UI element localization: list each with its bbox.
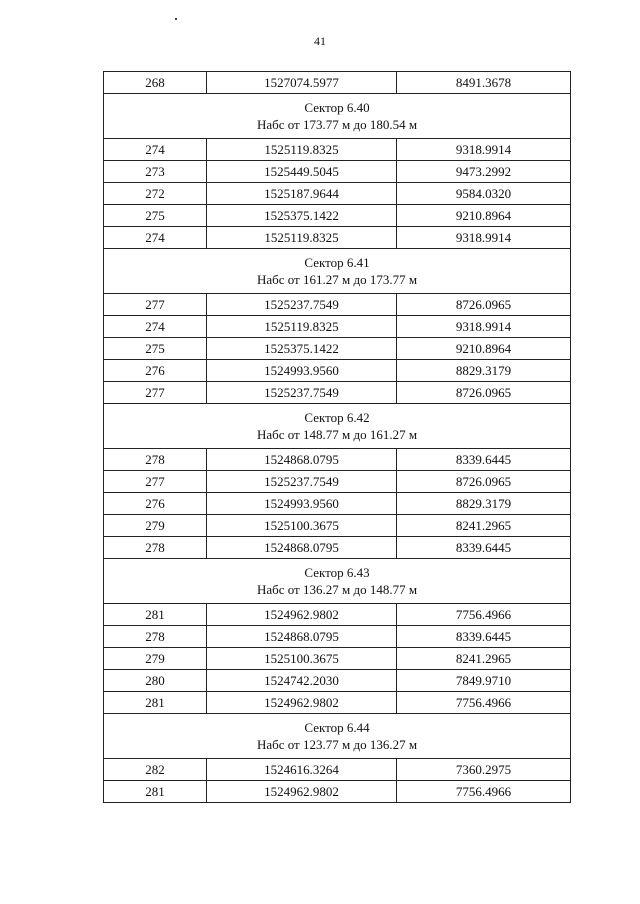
point-number-cell: 274 xyxy=(104,316,207,338)
x-coordinate-cell: 1525119.8325 xyxy=(207,139,397,161)
y-coordinate-cell: 9473.2992 xyxy=(397,161,571,183)
y-coordinate-cell: 8829.3179 xyxy=(397,360,571,382)
table-row xyxy=(104,338,571,360)
sector-title: Сектор 6.43 xyxy=(304,565,370,580)
sector-header-cell xyxy=(104,559,571,604)
sector-height-range: Набс от 136.27 м до 148.77 м xyxy=(256,582,418,597)
point-number-cell: 280 xyxy=(104,670,207,692)
y-coordinate-cell: 8339.6445 xyxy=(397,626,571,648)
point-number-cell: 281 xyxy=(104,781,207,803)
table-row xyxy=(104,294,571,316)
sector-header-row xyxy=(104,559,571,604)
table-row xyxy=(104,759,571,781)
sector-height-range: Набс от 161.27 м до 173.77 м xyxy=(256,272,418,287)
y-coordinate-cell: 8241.2965 xyxy=(397,648,571,670)
table-row xyxy=(104,183,571,205)
point-number-cell: 275 xyxy=(104,205,207,227)
point-number-cell: 276 xyxy=(104,493,207,515)
sector-header-row xyxy=(104,94,571,139)
point-number-cell: 274 xyxy=(104,227,207,249)
x-coordinate-cell: 1525375.1422 xyxy=(207,205,397,227)
point-number-cell: 277 xyxy=(104,382,207,404)
x-coordinate-cell: 1525449.5045 xyxy=(207,161,397,183)
point-number-cell: 279 xyxy=(104,515,207,537)
table-row xyxy=(104,360,571,382)
x-coordinate-cell: 1524993.9560 xyxy=(207,360,397,382)
y-coordinate-cell: 7756.4966 xyxy=(397,692,571,714)
x-coordinate-cell: 1525187.9644 xyxy=(207,183,397,205)
table-row xyxy=(104,471,571,493)
sector-header-row xyxy=(104,404,571,449)
y-coordinate-cell: 8491.3678 xyxy=(397,72,571,94)
table-row xyxy=(104,537,571,559)
x-coordinate-cell: 1524962.9802 xyxy=(207,692,397,714)
coordinates-table-body xyxy=(104,72,571,803)
sector-header-cell xyxy=(104,94,571,139)
x-coordinate-cell: 1525375.1422 xyxy=(207,338,397,360)
point-number-cell: 276 xyxy=(104,360,207,382)
x-coordinate-cell: 1525119.8325 xyxy=(207,227,397,249)
point-number-cell: 268 xyxy=(104,72,207,94)
x-coordinate-cell: 1524962.9802 xyxy=(207,604,397,626)
point-number-cell: 278 xyxy=(104,537,207,559)
x-coordinate-cell: 1525237.7549 xyxy=(207,382,397,404)
table-row xyxy=(104,72,571,94)
point-number-cell: 278 xyxy=(104,449,207,471)
point-number-cell: 281 xyxy=(104,604,207,626)
sector-header-cell xyxy=(104,714,571,759)
sector-header-row xyxy=(104,249,571,294)
table-row xyxy=(104,648,571,670)
coordinates-table xyxy=(103,71,571,803)
y-coordinate-cell: 9318.9914 xyxy=(397,316,571,338)
y-coordinate-cell: 9318.9914 xyxy=(397,139,571,161)
x-coordinate-cell: 1525237.7549 xyxy=(207,471,397,493)
y-coordinate-cell: 9210.8964 xyxy=(397,338,571,360)
table-row xyxy=(104,139,571,161)
x-coordinate-cell: 1525119.8325 xyxy=(207,316,397,338)
x-coordinate-cell: 1525237.7549 xyxy=(207,294,397,316)
point-number-cell: 275 xyxy=(104,338,207,360)
y-coordinate-cell: 7360.2975 xyxy=(397,759,571,781)
point-number-cell: 273 xyxy=(104,161,207,183)
table-row xyxy=(104,227,571,249)
x-coordinate-cell: 1524868.0795 xyxy=(207,626,397,648)
y-coordinate-cell: 8339.6445 xyxy=(397,537,571,559)
scan-speck xyxy=(175,18,177,20)
point-number-cell: 278 xyxy=(104,626,207,648)
y-coordinate-cell: 9584.0320 xyxy=(397,183,571,205)
y-coordinate-cell: 7849.9710 xyxy=(397,670,571,692)
sector-header-row xyxy=(104,714,571,759)
x-coordinate-cell: 1525100.3675 xyxy=(207,648,397,670)
point-number-cell: 274 xyxy=(104,139,207,161)
table-row xyxy=(104,515,571,537)
sector-header-cell xyxy=(104,404,571,449)
y-coordinate-cell: 8726.0965 xyxy=(397,382,571,404)
y-coordinate-cell: 8829.3179 xyxy=(397,493,571,515)
table-row xyxy=(104,626,571,648)
y-coordinate-cell: 8241.2965 xyxy=(397,515,571,537)
x-coordinate-cell: 1524993.9560 xyxy=(207,493,397,515)
x-coordinate-cell: 1527074.5977 xyxy=(207,72,397,94)
sector-header-cell xyxy=(104,249,571,294)
point-number-cell: 281 xyxy=(104,692,207,714)
y-coordinate-cell: 9318.9914 xyxy=(397,227,571,249)
point-number-cell: 277 xyxy=(104,294,207,316)
sector-height-range: Набс от 123.77 м до 136.27 м xyxy=(256,737,418,752)
y-coordinate-cell: 8726.0965 xyxy=(397,471,571,493)
x-coordinate-cell: 1524962.9802 xyxy=(207,781,397,803)
y-coordinate-cell: 7756.4966 xyxy=(397,781,571,803)
x-coordinate-cell: 1524868.0795 xyxy=(207,537,397,559)
sector-height-range: Набс от 148.77 м до 161.27 м xyxy=(256,427,418,442)
sector-title: Сектор 6.41 xyxy=(304,255,370,270)
point-number-cell: 272 xyxy=(104,183,207,205)
x-coordinate-cell: 1524868.0795 xyxy=(207,449,397,471)
table-row xyxy=(104,493,571,515)
table-row xyxy=(104,670,571,692)
table-row xyxy=(104,692,571,714)
table-row xyxy=(104,316,571,338)
table-row xyxy=(104,449,571,471)
y-coordinate-cell: 7756.4966 xyxy=(397,604,571,626)
table-row xyxy=(104,604,571,626)
sector-height-range: Набс от 173.77 м до 180.54 м xyxy=(256,117,418,132)
table-row xyxy=(104,382,571,404)
y-coordinate-cell: 9210.8964 xyxy=(397,205,571,227)
x-coordinate-cell: 1524616.3264 xyxy=(207,759,397,781)
point-number-cell: 282 xyxy=(104,759,207,781)
table-row xyxy=(104,161,571,183)
sector-title: Сектор 6.42 xyxy=(304,410,370,425)
sector-title: Сектор 6.40 xyxy=(304,100,370,115)
x-coordinate-cell: 1525100.3675 xyxy=(207,515,397,537)
table-row xyxy=(104,781,571,803)
x-coordinate-cell: 1524742.2030 xyxy=(207,670,397,692)
table-row xyxy=(104,205,571,227)
point-number-cell: 279 xyxy=(104,648,207,670)
page-number: 41 xyxy=(314,34,326,48)
y-coordinate-cell: 8339.6445 xyxy=(397,449,571,471)
y-coordinate-cell: 8726.0965 xyxy=(397,294,571,316)
point-number-cell: 277 xyxy=(104,471,207,493)
sector-title: Сектор 6.44 xyxy=(304,720,370,735)
